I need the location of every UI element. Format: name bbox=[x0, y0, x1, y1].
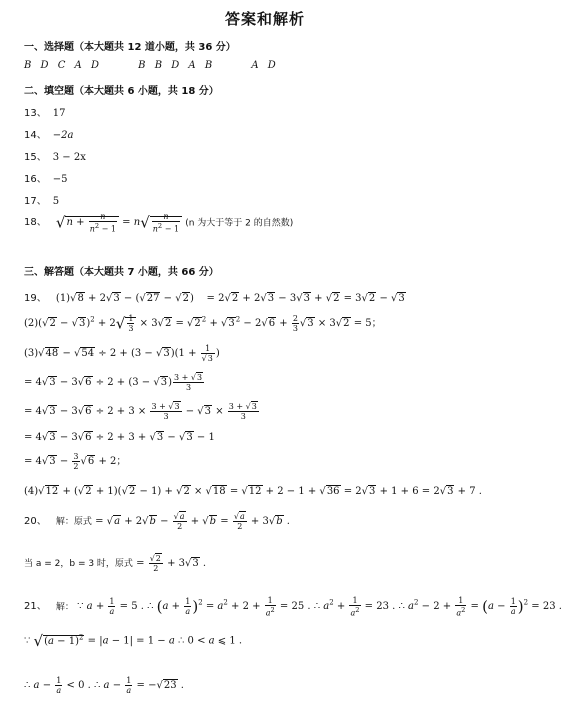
formula-note: (n 为大于等于 2 的自然数) bbox=[185, 218, 294, 229]
choice-group-3: A D bbox=[251, 60, 279, 71]
answer-19-part-1 bbox=[24, 289, 406, 304]
answer-lead: 解： bbox=[55, 602, 74, 613]
choice-group-1: B D C A D bbox=[24, 60, 102, 71]
formula-20-2: = $\frac{√2}{2}$ + 3√3 . bbox=[136, 554, 207, 573]
question-number: 14、 bbox=[24, 130, 47, 141]
question-number: 13、 bbox=[24, 108, 47, 119]
section-heading-fill: 二、填空题（本大题共 6 小题，共 18 分） bbox=[24, 86, 219, 97]
section-heading-choice: 一、选择题（本大题共 12 道小题，共 36 分） bbox=[24, 42, 236, 53]
answer-18 bbox=[24, 212, 293, 234]
section-heading-solution: 三、解答题（本大题共 7 小题，共 66 分） bbox=[24, 267, 219, 278]
answer-19-part-2: $(2)(√2 - √3)^2 + 2√$ $\frac{1}{3}$ × $3√2 = √2^2 + √3^2 - 2√6$ + $\frac{2}{3}$ √3 × 3√2 = 5； bbox=[24, 314, 382, 333]
answer-21-part-1 bbox=[24, 596, 562, 618]
question-number: 19、 bbox=[24, 293, 47, 304]
answer-19-part-3b: = 4√3 − 3√6 ÷ 2 + (3 − √3) $\frac{3 + √3}{3}$ bbox=[24, 373, 203, 392]
answer-value: 17 bbox=[52, 108, 66, 119]
answer-20-part-1 bbox=[24, 512, 290, 531]
answer-20-part-2 bbox=[24, 554, 206, 573]
answer-value: 3 − 2x bbox=[52, 152, 86, 163]
choice-answers bbox=[24, 60, 309, 71]
answer-19-part-3c: = 4√3 − 3√6 ÷ 2 + 3 × $\frac{3 + √3}{3}$ − √3 × $\frac{3 + √3}{3}$ bbox=[24, 402, 257, 421]
answer-value: 5 bbox=[52, 196, 60, 207]
formula-18: √n + $\frac{n}{n^2 - 1}$ = n√ $\frac{n}{n^2 - 1}$ bbox=[56, 217, 182, 228]
formula-21-1: ∵ a + $\frac{1}{a}$ = 5 . ∴ (a + $\frac{1}{a}$ )$^2 = a^2 + 2$ + $\frac{1}{a^2}$ = 25 . ∴ $a^2$ + $\frac{1}{a^2}$ = 23 . ∴ $a^2 - 2$ + $\frac{1}{a^2}$ = (a − $\frac{1}{a}$ )$^2$ = 23 . bbox=[77, 596, 562, 618]
choice-group-2: B B D A B bbox=[138, 60, 216, 71]
answer-13 bbox=[24, 104, 65, 119]
formula-20-1: = √a + 2√b − $\frac{√a}{2}$ + √b = $\frac{√a}{2}$ + 3√b . bbox=[95, 512, 290, 531]
answer-value: −2a bbox=[52, 130, 74, 141]
answer-19-part-3a: (3)√48 − √54 ÷ 2 + (3 − √3)(1 + $\frac{1}{√3}$ ) bbox=[24, 344, 220, 363]
answer-value: −5 bbox=[52, 174, 68, 185]
answer-14 bbox=[24, 126, 73, 141]
question-number: 20、 bbox=[24, 516, 47, 527]
question-number: 15、 bbox=[24, 152, 47, 163]
answer-21-part-3: ∴ a − $\frac{1}{a}$ < 0 . ∴ a − $\frac{1}{a}$ = −√23 . bbox=[24, 676, 184, 695]
question-number: 17、 bbox=[24, 196, 47, 207]
question-number: 16、 bbox=[24, 174, 47, 185]
question-number: 18、 bbox=[24, 217, 47, 229]
answer-19-part-3e: = 4√3 − $\frac{3}{2}$ √6 + 2； bbox=[24, 452, 127, 471]
answer-17 bbox=[24, 192, 59, 207]
formula-19-1: (1)√8 + 2√3 − (√27 − √2) = 2√2 + 2√3 − 3√3 + √2 = 3√2 − √3 bbox=[55, 293, 405, 304]
condition-text: 当 a = 2，b = 3 时，原式 bbox=[24, 559, 133, 569]
answer-19-part-4: (4)√12 + (√2 + 1)(√2 − 1) + √2 × √18 = √12 + 2 − 1 + √36 = 2√3 + 1 + 6 = 2√3 + 7 . bbox=[24, 486, 482, 497]
question-number: 21、 bbox=[24, 601, 47, 613]
answer-21-part-2: ∵ $√(a - 1)^2 = |a - 1| = 1 - a$ ∴ 0 < a ⩽ 1 . bbox=[24, 632, 243, 650]
answer-19-part-3d: = 4√3 − 3√6 ÷ 2 + 3 + √3 − √3 − 1 bbox=[24, 432, 215, 443]
answer-16 bbox=[24, 170, 67, 185]
answer-15 bbox=[24, 148, 86, 163]
answer-lead: 解：原式 bbox=[55, 517, 92, 527]
document-title: 答案和解析 bbox=[224, 10, 305, 28]
